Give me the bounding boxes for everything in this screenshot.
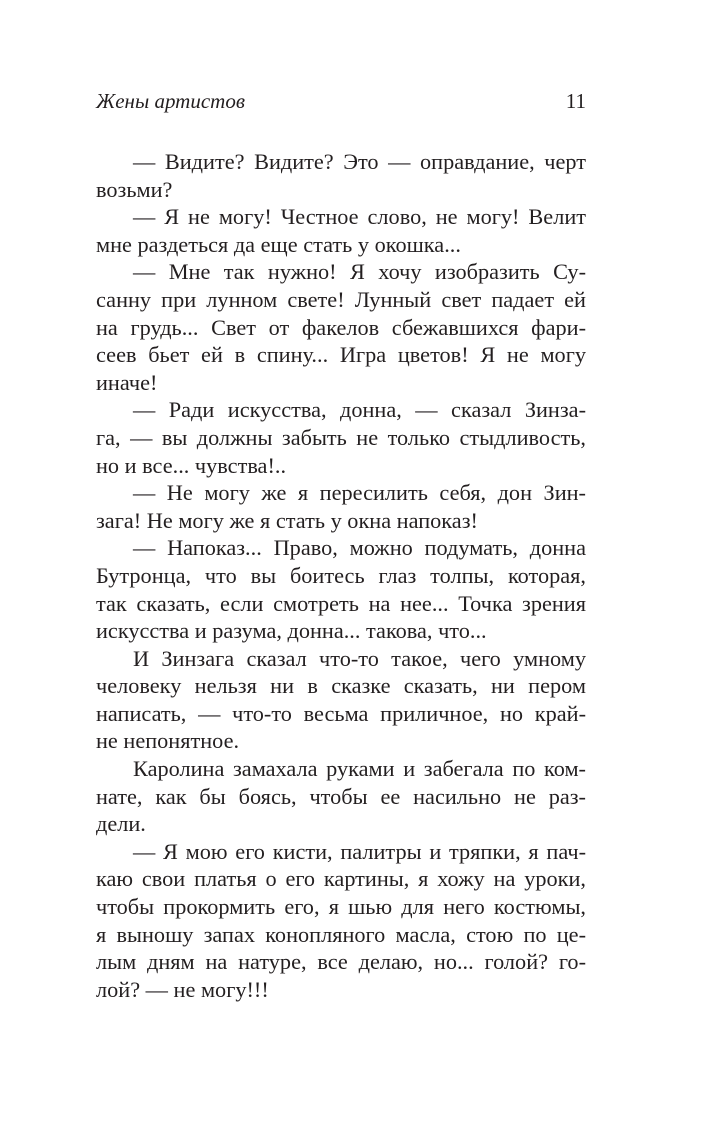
text-line: — Видите? Видите? Это — оправдание, черт bbox=[133, 149, 586, 174]
text-line: лым дням на натуре, все делаю, но... голой? го- bbox=[96, 949, 586, 975]
text-line: Бутронца, что вы боитесь глаз толпы, которая, bbox=[96, 562, 586, 588]
text-line: — Напоказ... Право, можно подумать, донна bbox=[133, 535, 586, 561]
text-line: так сказать, если смотреть на нее... Точка зрения bbox=[96, 590, 586, 616]
text-line: я выношу запах конопляного масла, стою по це- bbox=[96, 921, 586, 947]
text-line: санну при лунном свете! Лунный свет падает ей bbox=[96, 286, 586, 312]
text-line: сеев бьет ей в спину... Игра цветов! Я не могу bbox=[96, 342, 586, 368]
text-line: чтобы прокормить его, я шью для него костюмы, bbox=[96, 894, 586, 920]
text-line: искусства и разума, донна... такова, что... bbox=[96, 618, 487, 644]
text-line: — Не могу же я пересилить себя, дон Зин- bbox=[133, 480, 586, 506]
text-line: нате, как бы боясь, чтобы ее насильно не раз- bbox=[96, 783, 586, 809]
text-line: возьми? bbox=[96, 176, 173, 202]
text-line: написать, — что-то весьма приличное, но край- bbox=[96, 700, 586, 726]
text-line: человеку нельзя ни в сказке сказать, ни пером bbox=[96, 673, 586, 699]
text-line: лой? — не могу!!! bbox=[96, 976, 269, 1002]
text-line: на грудь... Свет от факелов сбежавшихся фари- bbox=[96, 314, 586, 340]
text-line: — Мне так нужно! Я хочу изобразить Су- bbox=[133, 259, 586, 285]
page-number: 11 bbox=[565, 89, 586, 113]
text-line: Каролина замахала руками и забегала по ком- bbox=[133, 756, 586, 782]
text-line: иначе! bbox=[96, 369, 158, 395]
text-line: дели. bbox=[96, 811, 146, 837]
text-line: каю свои платья о его картины, я хожу на уроки, bbox=[96, 866, 586, 892]
text-line: мне раздеться да еще стать у окошка... bbox=[96, 231, 461, 257]
text-line: — Я не могу! Честное слово, не могу! Велит bbox=[133, 204, 586, 230]
text-line: — Ради искусства, донна, — сказал Зинза- bbox=[133, 397, 586, 423]
text-line: И Зинзага сказал что-то такое, чего умному bbox=[133, 645, 586, 671]
text-line: но и все... чувства!.. bbox=[96, 452, 287, 478]
text-line: — Я мою его кисти, палитры и тряпки, я пач- bbox=[133, 838, 586, 864]
text-line: не непонятное. bbox=[96, 728, 240, 754]
text-line: зага! Не могу же я стать у окна напоказ! bbox=[96, 507, 478, 533]
running-title: Жены артистов bbox=[96, 89, 245, 113]
text-line: га, — вы должны забыть не только стыдливость, bbox=[96, 424, 586, 450]
body-text bbox=[96, 148, 586, 1003]
